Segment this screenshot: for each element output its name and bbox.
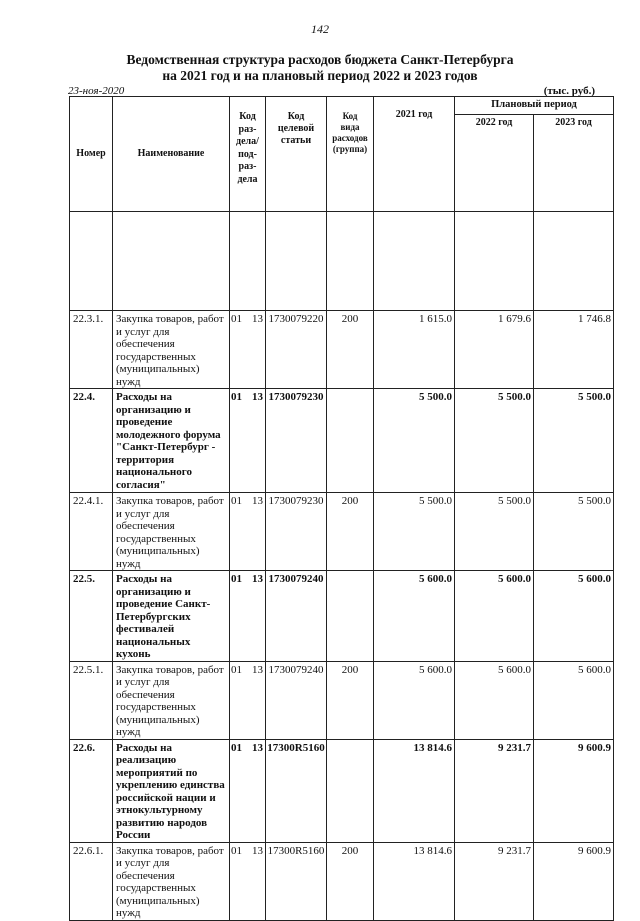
row-target: 1730079230 [266, 493, 327, 571]
row-target: 1730079230 [266, 389, 327, 493]
row-expense-type [327, 389, 374, 493]
row-2022: 5 500.0 [455, 493, 534, 571]
table-row [70, 739, 614, 842]
header-expense-type-line: (группа) [332, 144, 368, 154]
header-planned: Плановый период [455, 97, 614, 115]
row-section [230, 842, 266, 920]
row-section [230, 571, 266, 662]
subsection-code: 13 [252, 573, 263, 585]
table-row [70, 571, 614, 662]
row-section [230, 389, 266, 493]
row-2021: 13 814.6 [374, 842, 455, 920]
row-2023: 9 600.9 [534, 739, 614, 842]
subsection-code: 13 [252, 741, 263, 754]
title-line-1: Ведомственная структура расходов бюджета Санкт-Петербурга [126, 52, 514, 67]
row-number: 22.3.1. [70, 311, 113, 389]
header-section-line: дела/ [236, 136, 259, 147]
table-row [70, 661, 614, 739]
header-section-line: Код [239, 111, 256, 122]
table-row [70, 389, 614, 493]
header-section-line: раз- [238, 161, 257, 172]
row-2021: 13 814.6 [374, 739, 455, 842]
row-2023: 5 500.0 [534, 493, 614, 571]
row-2021: 5 600.0 [374, 571, 455, 662]
header-expense-type-line: вида [340, 122, 360, 132]
header-2023: 2023 год [534, 115, 614, 212]
page-number: 142 [311, 22, 329, 36]
row-section [230, 493, 266, 571]
section-code: 01 [231, 391, 242, 403]
row-target: 1730079240 [266, 571, 327, 662]
row-2022: 5 500.0 [455, 389, 534, 493]
subsection-code: 13 [252, 391, 263, 403]
header-target-line: Код [287, 111, 305, 122]
header-section-line: раз- [238, 123, 257, 135]
row-section [230, 739, 266, 842]
row-number: 22.6. [70, 739, 113, 842]
row-target: 17300R5160 [266, 739, 327, 842]
row-name: Закупка товаров, работ и услуг для обеспечения государственных (муниципальных) нужд [113, 661, 230, 739]
row-2022: 1 679.6 [455, 311, 534, 389]
header-2021: 2021 год [374, 97, 455, 212]
header-target-line: статьи [280, 135, 312, 146]
row-2023: 9 600.9 [534, 842, 614, 920]
row-name: Закупка товаров, работ и услуг для обеспечения государственных (муниципальных) нужд [113, 311, 230, 389]
row-name: Расходы на реализацию мероприятий по укреплению единства российской нации и этнокультурному развитию народов России [113, 739, 230, 842]
table-row [70, 842, 614, 920]
row-name: Расходы на организацию и проведение молодежного форума "Санкт-Петербург - территория национального согласия" [113, 389, 230, 493]
subsection-code: 13 [252, 313, 263, 325]
header-target [266, 97, 327, 212]
header-expense-type [327, 97, 374, 212]
header-number: Номер [70, 97, 113, 212]
row-target: 1730079240 [266, 661, 327, 739]
header-target-line: целевой [277, 123, 315, 134]
section-code: 01 [231, 495, 242, 507]
row-number: 22.5. [70, 571, 113, 662]
row-2022: 5 600.0 [455, 661, 534, 739]
row-name: Расходы на организацию и проведение Санкт-Петербургских фестивалей национальных кухонь [113, 571, 230, 662]
title-line-2: на 2021 год и на плановый период 2022 и 2023 годов [162, 68, 478, 83]
row-name: Закупка товаров, работ и услуг для обеспечения государственных (муниципальных) нужд [113, 842, 230, 920]
header-expense-type-line: Код [342, 111, 358, 121]
row-expense-type: 200 [327, 661, 374, 739]
row-section [230, 661, 266, 739]
document-title [0, 52, 640, 84]
row-2021: 5 500.0 [374, 389, 455, 493]
row-number: 22.4. [70, 389, 113, 493]
section-code: 01 [231, 844, 242, 857]
subsection-code: 13 [252, 663, 263, 676]
row-2022: 5 600.0 [455, 571, 534, 662]
section-code: 01 [231, 741, 242, 754]
row-expense-type: 200 [327, 842, 374, 920]
row-expense-type: 200 [327, 493, 374, 571]
section-code: 01 [231, 663, 242, 676]
row-2023: 5 600.0 [534, 661, 614, 739]
row-2023: 5 500.0 [534, 389, 614, 493]
table-spacer-row [70, 212, 614, 311]
header-section-line: под- [238, 148, 257, 160]
row-name: Закупка товаров, работ и услуг для обеспечения государственных (муниципальных) нужд [113, 493, 230, 571]
row-expense-type: 200 [327, 311, 374, 389]
row-target: 17300R5160 [266, 842, 327, 920]
row-2022: 9 231.7 [455, 842, 534, 920]
row-section [230, 311, 266, 389]
header-name: Наименование [113, 97, 230, 212]
table-row [70, 311, 614, 389]
row-2023: 1 746.8 [534, 311, 614, 389]
subsection-code: 13 [252, 495, 263, 507]
row-number: 22.5.1. [70, 661, 113, 739]
row-target: 1730079220 [266, 311, 327, 389]
budget-table [69, 96, 614, 921]
subsection-code: 13 [252, 844, 263, 857]
row-number: 22.4.1. [70, 493, 113, 571]
header-section-line: дела [237, 173, 258, 185]
header-section [230, 97, 266, 212]
row-expense-type [327, 571, 374, 662]
table-row [70, 493, 614, 571]
section-code: 01 [231, 313, 242, 325]
row-2021: 5 500.0 [374, 493, 455, 571]
row-2021: 5 600.0 [374, 661, 455, 739]
units-label: (тыс. руб.) [543, 85, 595, 97]
header-expense-type-line: расходов [332, 133, 368, 143]
row-2022: 9 231.7 [455, 739, 534, 842]
section-code: 01 [231, 573, 242, 585]
row-expense-type [327, 739, 374, 842]
document-date: 23-ноя-2020 [68, 85, 125, 97]
row-2023: 5 600.0 [534, 571, 614, 662]
header-2022: 2022 год [455, 115, 534, 212]
row-number: 22.6.1. [70, 842, 113, 920]
row-2021: 1 615.0 [374, 311, 455, 389]
